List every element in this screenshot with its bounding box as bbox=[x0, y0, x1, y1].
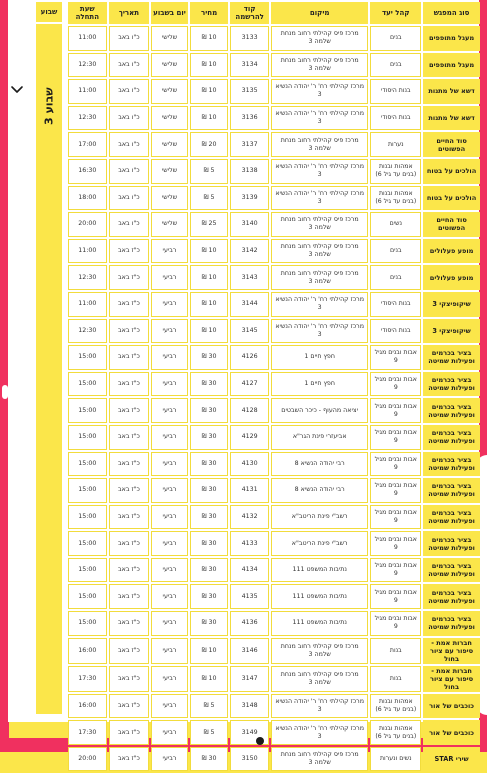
cell-location: רבי יהודה הנשיא 8 bbox=[271, 478, 368, 503]
cell-weekday: שלישי bbox=[151, 186, 188, 211]
cell-code: 3139 bbox=[230, 186, 269, 211]
header-location: מיקום bbox=[271, 2, 368, 24]
cell-weekday: רביעי bbox=[151, 239, 188, 264]
cell-activity: מופע פעלולים bbox=[423, 265, 480, 290]
cell-code: 4129 bbox=[230, 425, 269, 450]
table-row bbox=[68, 186, 480, 211]
cell-location: מרכז פיס קהילתי רחוב מנחת שלמה 3 bbox=[271, 239, 368, 264]
cell-target: אמהות ובנות (בנים עד גיל 6) bbox=[370, 694, 421, 719]
cell-date: כ"ז באב bbox=[109, 505, 150, 530]
table-row bbox=[68, 212, 480, 237]
table-row bbox=[68, 239, 480, 264]
cell-location: נתיבות המשפט 111 bbox=[271, 584, 368, 609]
cell-time: 12:30 bbox=[68, 265, 107, 290]
cell-target: בנות היסודי bbox=[370, 79, 421, 104]
cell-code: 3135 bbox=[230, 79, 269, 104]
cell-price: 30 ₪ bbox=[190, 558, 229, 583]
cell-time: 16:00 bbox=[68, 638, 107, 664]
cell-price: 30 ₪ bbox=[190, 425, 229, 450]
cell-activity: כוכבים של אור bbox=[423, 720, 480, 745]
cell-date: כ"ו באב bbox=[109, 132, 150, 157]
schedule-table bbox=[66, 0, 482, 773]
cell-weekday: שלישי bbox=[151, 212, 188, 237]
cell-weekday: שלישי bbox=[151, 159, 188, 184]
table-row bbox=[68, 505, 480, 530]
table-row bbox=[68, 265, 480, 290]
cell-code: 4127 bbox=[230, 372, 269, 397]
cell-time: 15:00 bbox=[68, 505, 107, 530]
cell-activity: מעגל מתופפים bbox=[423, 26, 480, 51]
cell-time: 17:00 bbox=[68, 132, 107, 157]
table-row bbox=[68, 452, 480, 477]
cell-target: אבות ובנים מגיל 9 bbox=[370, 584, 421, 609]
cell-code: 3146 bbox=[230, 638, 269, 664]
cell-date: כ"ז באב bbox=[109, 452, 150, 477]
cell-location: מרכז פיס קהילתי רחוב מנחת שלמה 3 bbox=[271, 212, 368, 237]
cell-activity: מופע פעלולים bbox=[423, 239, 480, 264]
cell-date: כ"ו באב bbox=[109, 26, 150, 51]
cell-date: כ"ז באב bbox=[109, 558, 150, 583]
cell-date: כ"ז באב bbox=[109, 666, 150, 692]
cell-price: 30 ₪ bbox=[190, 505, 229, 530]
cell-weekday: רביעי bbox=[151, 425, 188, 450]
cell-activity: כוכבים של אור bbox=[423, 694, 480, 719]
cell-weekday: רביעי bbox=[151, 584, 188, 609]
cell-weekday: שלישי bbox=[151, 26, 188, 51]
cell-activity: בציר בכרמים ופעילות שמיטה bbox=[423, 505, 480, 530]
cell-target: בנות bbox=[370, 638, 421, 664]
table-row bbox=[68, 345, 480, 370]
cell-weekday: שלישי bbox=[151, 53, 188, 78]
cell-location: יציאה מהעוף - כיכר השבטים bbox=[271, 398, 368, 423]
cell-activity: הולכים על בטוח bbox=[423, 159, 480, 184]
cell-price: 10 ₪ bbox=[190, 265, 229, 290]
cell-target: אמהות ובנות (בנים עד גיל 6) bbox=[370, 159, 421, 184]
cell-time: 20:00 bbox=[68, 747, 107, 772]
cell-date: כ"ו באב bbox=[109, 212, 150, 237]
cell-time: 18:00 bbox=[68, 186, 107, 211]
cell-date: כ"ז באב bbox=[109, 747, 150, 772]
cell-location: מרכז קהילתי רח' ר' יהודה הנשיא 3 bbox=[271, 319, 368, 344]
cell-weekday: רביעי bbox=[151, 638, 188, 664]
cell-time: 11:00 bbox=[68, 26, 107, 51]
cell-code: 4130 bbox=[230, 452, 269, 477]
cell-time: 15:00 bbox=[68, 584, 107, 609]
cell-time: 15:00 bbox=[68, 611, 107, 636]
cell-time: 15:00 bbox=[68, 558, 107, 583]
cell-activity: דשא של מתנות bbox=[423, 79, 480, 104]
cell-weekday: רביעי bbox=[151, 345, 188, 370]
cell-price: 30 ₪ bbox=[190, 584, 229, 609]
cell-time: 11:00 bbox=[68, 239, 107, 264]
cell-date: כ"ז באב bbox=[109, 372, 150, 397]
cell-price: 5 ₪ bbox=[190, 694, 229, 719]
cell-code: 3136 bbox=[230, 106, 269, 131]
cell-target: נשים ונערות bbox=[370, 747, 421, 772]
cell-date: כ"ו באב bbox=[109, 53, 150, 78]
table-row bbox=[68, 398, 480, 423]
cell-price: 5 ₪ bbox=[190, 720, 229, 745]
cell-time: 12:30 bbox=[68, 53, 107, 78]
cell-location: רשב"י פינת הריטב"א bbox=[271, 505, 368, 530]
cell-code: 3137 bbox=[230, 132, 269, 157]
table-header-row bbox=[68, 2, 480, 24]
cell-target: בנים bbox=[370, 53, 421, 78]
cell-location: רבי יהודה הנשיא 8 bbox=[271, 452, 368, 477]
cell-date: כ"ז באב bbox=[109, 694, 150, 719]
cell-activity: בציר בכרמים ופעילות שמיטה bbox=[423, 611, 480, 636]
cell-time: 17:30 bbox=[68, 666, 107, 692]
cell-date: כ"ז באב bbox=[109, 345, 150, 370]
cell-time: 15:00 bbox=[68, 345, 107, 370]
table-row bbox=[68, 372, 480, 397]
cell-date: כ"ז באב bbox=[109, 292, 150, 317]
cell-location: מרכז פיס קהילתי רחוב מנחת שלמה 3 bbox=[271, 265, 368, 290]
cell-target: אבות ובנים מגיל 9 bbox=[370, 345, 421, 370]
cell-target: אבות ובנים מגיל 9 bbox=[370, 452, 421, 477]
cell-code: 4135 bbox=[230, 584, 269, 609]
cell-code: 3133 bbox=[230, 26, 269, 51]
table-row bbox=[68, 611, 480, 636]
cell-code: 3144 bbox=[230, 292, 269, 317]
cell-date: כ"ז באב bbox=[109, 584, 150, 609]
cell-location: מרכז פיס קהילתי רחוב מנחת שלמה 3 bbox=[271, 747, 368, 772]
cell-activity: דשא של מתנות bbox=[423, 106, 480, 131]
cell-weekday: רביעי bbox=[151, 558, 188, 583]
cell-activity: שיקופיצקי 3 bbox=[423, 319, 480, 344]
cell-target: אבות ובנים מגיל 9 bbox=[370, 558, 421, 583]
cell-time: 12:30 bbox=[68, 319, 107, 344]
cell-weekday: רביעי bbox=[151, 531, 188, 556]
cell-target: אבות ובנים מגיל 9 bbox=[370, 398, 421, 423]
cell-date: כ"ו באב bbox=[109, 79, 150, 104]
cell-weekday: רביעי bbox=[151, 319, 188, 344]
table-row bbox=[68, 319, 480, 344]
cell-target: אבות ובנים מגיל 9 bbox=[370, 425, 421, 450]
cell-weekday: רביעי bbox=[151, 372, 188, 397]
cell-location: נתיבות המשפט 111 bbox=[271, 611, 368, 636]
table-row bbox=[68, 292, 480, 317]
cell-price: 5 ₪ bbox=[190, 159, 229, 184]
cell-code: 3145 bbox=[230, 319, 269, 344]
table-row bbox=[68, 558, 480, 583]
cell-time: 15:00 bbox=[68, 425, 107, 450]
cell-date: כ"ז באב bbox=[109, 265, 150, 290]
cell-location: מרכז קהילתי רח' ר' יהודה הנשיא 3 bbox=[271, 159, 368, 184]
cell-target: בנות bbox=[370, 666, 421, 692]
cell-code: 4131 bbox=[230, 478, 269, 503]
cell-target: בנים bbox=[370, 26, 421, 51]
cell-location: נתיבות המשפט 111 bbox=[271, 558, 368, 583]
cell-time: 16:00 bbox=[68, 694, 107, 719]
cell-weekday: רביעי bbox=[151, 505, 188, 530]
cell-date: כ"ז באב bbox=[109, 478, 150, 503]
chevron-down-icon bbox=[10, 84, 24, 96]
cell-date: כ"ז באב bbox=[109, 531, 150, 556]
cell-target: אבות ובנים מגיל 9 bbox=[370, 531, 421, 556]
cell-time: 17:30 bbox=[68, 720, 107, 745]
cell-price: 10 ₪ bbox=[190, 26, 229, 51]
week-label: שבוע 3 bbox=[42, 87, 56, 125]
cell-target: נערות bbox=[370, 132, 421, 157]
cell-weekday: רביעי bbox=[151, 666, 188, 692]
table-row bbox=[68, 720, 480, 745]
table-row bbox=[68, 666, 480, 692]
cell-location: מרכז פיס קהילתי רחוב מנחת שלמה 3 bbox=[271, 53, 368, 78]
cell-price: 10 ₪ bbox=[190, 319, 229, 344]
cell-code: 4128 bbox=[230, 398, 269, 423]
cell-code: 3149 bbox=[230, 720, 269, 745]
cell-target: אמהות ובנות (בנים עד גיל 6) bbox=[370, 186, 421, 211]
cell-price: 5 ₪ bbox=[190, 186, 229, 211]
cell-code: 3147 bbox=[230, 666, 269, 692]
cell-time: 11:00 bbox=[68, 292, 107, 317]
cell-time: 15:00 bbox=[68, 398, 107, 423]
table-row bbox=[68, 159, 480, 184]
cell-target: נשים bbox=[370, 212, 421, 237]
cell-weekday: רביעי bbox=[151, 611, 188, 636]
cell-weekday: שלישי bbox=[151, 132, 188, 157]
cell-date: כ"ו באב bbox=[109, 159, 150, 184]
table-body bbox=[68, 26, 480, 771]
cell-target: אבות ובנים מגיל 9 bbox=[370, 478, 421, 503]
cell-price: 10 ₪ bbox=[190, 239, 229, 264]
table-row bbox=[68, 478, 480, 503]
cell-activity: סוד החיים הפשוטים bbox=[423, 132, 480, 157]
cell-location: מרכז קהילתי רח' ר' יהודה הנשיא 3 bbox=[271, 186, 368, 211]
cell-price: 30 ₪ bbox=[190, 747, 229, 772]
cell-price: 10 ₪ bbox=[190, 666, 229, 692]
cell-weekday: שלישי bbox=[151, 106, 188, 131]
cell-date: כ"ז באב bbox=[109, 239, 150, 264]
cell-location: רשב"י פינת הריטב"א bbox=[271, 531, 368, 556]
table-row bbox=[68, 638, 480, 664]
cell-location: מרכז קהילתי רח' ר' יהודה הנשיא 3 bbox=[271, 694, 368, 719]
cell-code: 3150 bbox=[230, 747, 269, 772]
cell-time: 15:00 bbox=[68, 452, 107, 477]
cell-weekday: רביעי bbox=[151, 292, 188, 317]
cell-weekday: רביעי bbox=[151, 720, 188, 745]
cell-activity: בציר בכרמים ופעילות שמיטה bbox=[423, 558, 480, 583]
cell-time: 15:00 bbox=[68, 372, 107, 397]
table-row bbox=[68, 531, 480, 556]
cell-activity: מעגל מתופפים bbox=[423, 53, 480, 78]
cell-weekday: שלישי bbox=[151, 79, 188, 104]
cell-price: 10 ₪ bbox=[190, 106, 229, 131]
page-dot-indicator bbox=[256, 737, 264, 745]
cell-price: 10 ₪ bbox=[190, 79, 229, 104]
cell-target: בנות היסודי bbox=[370, 319, 421, 344]
cell-price: 30 ₪ bbox=[190, 372, 229, 397]
table-row bbox=[68, 106, 480, 131]
cell-code: 3142 bbox=[230, 239, 269, 264]
cell-date: כ"ז באב bbox=[109, 611, 150, 636]
table-row bbox=[68, 694, 480, 719]
table-row bbox=[68, 425, 480, 450]
cell-activity: שיקופיצקי 3 bbox=[423, 292, 480, 317]
cell-price: 30 ₪ bbox=[190, 478, 229, 503]
cell-location: מרכז קהילתי רח' ר' יהודה הנשיא 3 bbox=[271, 79, 368, 104]
cell-location: מרכז קהילתי רח' ר' יהודה הנשיא 3 bbox=[271, 106, 368, 131]
cell-price: 10 ₪ bbox=[190, 292, 229, 317]
cell-target: אבות ובנים מגיל 9 bbox=[370, 611, 421, 636]
cell-target: בנים bbox=[370, 265, 421, 290]
cell-time: 12:30 bbox=[68, 106, 107, 131]
cell-price: 30 ₪ bbox=[190, 452, 229, 477]
cell-time: 11:00 bbox=[68, 79, 107, 104]
table-row bbox=[68, 584, 480, 609]
cell-date: כ"ז באב bbox=[109, 319, 150, 344]
cell-weekday: רביעי bbox=[151, 452, 188, 477]
cell-target: בנים bbox=[370, 239, 421, 264]
cell-weekday: רביעי bbox=[151, 398, 188, 423]
cell-code: 3140 bbox=[230, 212, 269, 237]
cell-target: בנות היסודי bbox=[370, 292, 421, 317]
header-code: קוד להרשמה bbox=[230, 2, 269, 24]
cell-activity: הולכים על בטוח bbox=[423, 186, 480, 211]
cell-date: כ"ו באב bbox=[109, 186, 150, 211]
cell-location: מרכז פיס קהילתי רחוב מנחת שלמה 3 bbox=[271, 132, 368, 157]
cell-time: 16:30 bbox=[68, 159, 107, 184]
header-weekday: יום בשבוע bbox=[151, 2, 188, 24]
cell-date: כ"ז באב bbox=[109, 638, 150, 664]
cell-activity: בציר בכרמים ופעילות שמיטה bbox=[423, 345, 480, 370]
cell-target: בנות היסודי bbox=[370, 106, 421, 131]
cell-activity: בציר בכרמים ופעילות שמיטה bbox=[423, 425, 480, 450]
cell-price: 30 ₪ bbox=[190, 398, 229, 423]
header-time: שעת התחלה bbox=[68, 2, 107, 24]
cell-time: 20:00 bbox=[68, 212, 107, 237]
cell-weekday: רביעי bbox=[151, 265, 188, 290]
header-activity: סוג המפגש bbox=[423, 2, 480, 24]
table-row bbox=[68, 79, 480, 104]
table-row bbox=[68, 132, 480, 157]
cell-weekday: רביעי bbox=[151, 478, 188, 503]
week-strip bbox=[36, 24, 62, 714]
cell-activity: סוד החיים הפשוטים bbox=[423, 212, 480, 237]
header-price: מחיר bbox=[190, 2, 229, 24]
cell-code: 4126 bbox=[230, 345, 269, 370]
cell-target: אמהות ובנות (בנים עד גיל 6) bbox=[370, 720, 421, 745]
cell-code: 4132 bbox=[230, 505, 269, 530]
schedule-panel bbox=[8, 0, 479, 767]
cell-code: 4136 bbox=[230, 611, 269, 636]
cell-activity: בציר בכרמים ופעילות שמיטה bbox=[423, 531, 480, 556]
week-column-header: שבוע bbox=[36, 2, 62, 22]
cell-activity: חברות אמת - סיפור עם ציור בחול bbox=[423, 666, 480, 692]
cell-price: 10 ₪ bbox=[190, 638, 229, 664]
cell-location: מרכז פיס קהילתי רחוב מנחת שלמה 3 bbox=[271, 666, 368, 692]
header-date: תאריך bbox=[109, 2, 150, 24]
cell-code: 4134 bbox=[230, 558, 269, 583]
cell-price: 30 ₪ bbox=[190, 611, 229, 636]
cell-location: חפץ חיים 1 bbox=[271, 372, 368, 397]
cell-code: 3138 bbox=[230, 159, 269, 184]
cell-activity: בציר בכרמים ופעילות שמיטה bbox=[423, 372, 480, 397]
cell-price: 30 ₪ bbox=[190, 345, 229, 370]
cell-code: 3134 bbox=[230, 53, 269, 78]
schedule-table-wrap bbox=[66, 0, 482, 773]
table-row bbox=[68, 747, 480, 772]
cell-activity: בציר בכרמים ופעילות שמיטה bbox=[423, 398, 480, 423]
cell-activity: בציר בכרמים ופעילות שמיטה bbox=[423, 478, 480, 503]
cell-activity: בציר בכרמים ופעילות שמיטה bbox=[423, 452, 480, 477]
cell-location: מרכז פיס קהילתי רחוב מנחת שלמה 3 bbox=[271, 26, 368, 51]
cell-code: 3143 bbox=[230, 265, 269, 290]
cell-code: 3148 bbox=[230, 694, 269, 719]
table-row bbox=[68, 26, 480, 51]
cell-location: מרכז קהילתי רח' ר' יהודה הנשיא 3 bbox=[271, 292, 368, 317]
cell-activity: חברות אמת - סיפור עם ציור בחול bbox=[423, 638, 480, 664]
cell-date: כ"ז באב bbox=[109, 720, 150, 745]
cell-time: 15:00 bbox=[68, 478, 107, 503]
cell-activity: בציר בכרמים ופעילות שמיטה bbox=[423, 584, 480, 609]
cell-location: אביעזרי פינת הגר"א bbox=[271, 425, 368, 450]
cell-date: כ"ז באב bbox=[109, 398, 150, 423]
header-target: קהל יעד bbox=[370, 2, 421, 24]
cell-location: מרכז קהילתי רח' ר' יהודה הנשיא 3 bbox=[271, 720, 368, 745]
cell-weekday: רביעי bbox=[151, 747, 188, 772]
cell-weekday: רביעי bbox=[151, 694, 188, 719]
cell-target: אבות ובנים מגיל 9 bbox=[370, 372, 421, 397]
cell-date: כ"ו באב bbox=[109, 106, 150, 131]
cell-price: 20 ₪ bbox=[190, 132, 229, 157]
cell-activity: שירי STAR bbox=[423, 747, 480, 772]
cell-code: 4133 bbox=[230, 531, 269, 556]
cell-location: חפץ חיים 1 bbox=[271, 345, 368, 370]
table-row bbox=[68, 53, 480, 78]
cell-location: מרכז פיס קהילתי רחוב מנחת שלמה 3 bbox=[271, 638, 368, 664]
cell-price: 25 ₪ bbox=[190, 212, 229, 237]
cell-price: 10 ₪ bbox=[190, 53, 229, 78]
cell-price: 30 ₪ bbox=[190, 531, 229, 556]
cell-date: כ"ז באב bbox=[109, 425, 150, 450]
cell-time: 15:00 bbox=[68, 531, 107, 556]
cell-target: אבות ובנים מגיל 9 bbox=[370, 505, 421, 530]
